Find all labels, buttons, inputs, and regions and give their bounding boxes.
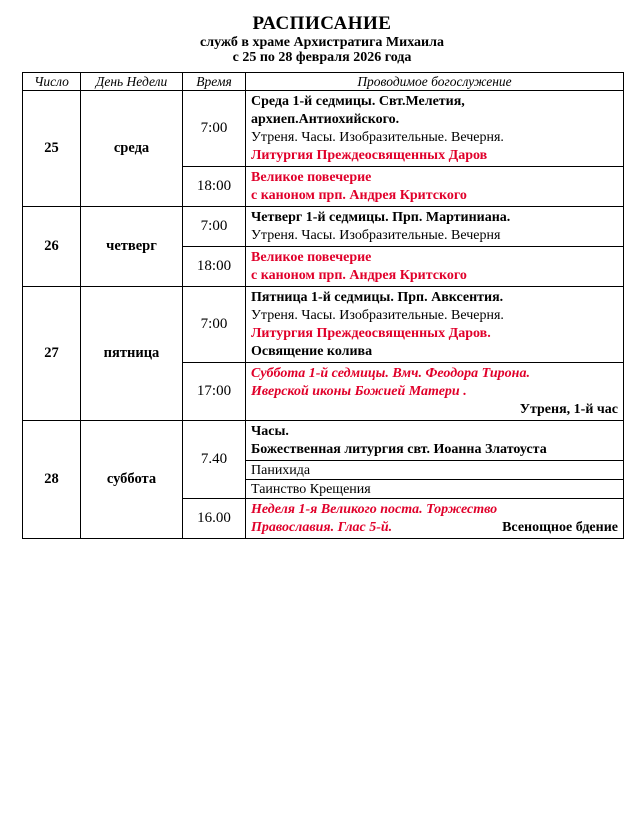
service-time: 18:00 (183, 247, 246, 287)
service-line: Иверской иконы Божией Матери . (251, 384, 467, 399)
day-number: 28 (23, 421, 81, 539)
day-number: 27 (23, 287, 81, 421)
service-line-split (251, 519, 620, 537)
service-line: Пятница 1-й седмицы. Прп. Авксентия. (251, 290, 504, 305)
service-cell: Таинство Крещения (246, 480, 624, 499)
service-line: Утреня. Часы. Изобразительные. Вечерня. (251, 130, 504, 145)
service-line: архиеп.Антиохийского. (251, 112, 400, 127)
service-cell (246, 499, 624, 539)
col-header-num: Число (23, 73, 81, 91)
weekday: суббота (81, 421, 183, 539)
service-cell (246, 91, 624, 167)
schedule-table (22, 72, 624, 539)
table-row (23, 287, 624, 363)
service-line: Часы. (251, 424, 289, 439)
service-line: Утреня, 1-й час (519, 402, 618, 417)
table-header-row (23, 73, 624, 91)
service-line: Православия. Глас 5-й. (251, 520, 393, 535)
col-header-time: Время (183, 73, 246, 91)
service-line: Среда 1-й седмицы. Свт.Мелетия, (251, 94, 465, 109)
day-number: 25 (23, 91, 81, 207)
col-header-day: День Недели (81, 73, 183, 91)
service-cell: Панихида (246, 461, 624, 480)
service-line: с каноном прп. Андрея Критского (251, 268, 467, 283)
service-cell (246, 287, 624, 363)
service-time: 17:00 (183, 363, 246, 421)
weekday: среда (81, 91, 183, 207)
date-range: с 25 по 28 февраля 2026 года (232, 50, 412, 65)
table-row (23, 207, 624, 247)
service-line: Великое повечерие (251, 250, 372, 265)
service-line: Четверг 1-й седмицы. Прп. Мартиниана. (251, 210, 511, 225)
service-time: 7:00 (183, 287, 246, 363)
service-line: Освящение колива (251, 344, 373, 359)
col-header-service: Проводимое богослужение (246, 73, 624, 91)
weekday: четверг (81, 207, 183, 287)
service-line: Утреня. Часы. Изобразительные. Вечерня. (251, 308, 504, 323)
page-subtitle: служб в храме Архистратига Михаила (200, 35, 444, 50)
service-cell (246, 247, 624, 287)
service-cell (246, 207, 624, 247)
service-time: 7:00 (183, 91, 246, 167)
service-time: 18:00 (183, 167, 246, 207)
service-time: 16.00 (183, 499, 246, 539)
service-line: Неделя 1-я Великого поста. Торжество (251, 502, 498, 517)
service-time: 7.40 (183, 421, 246, 499)
service-cell (246, 421, 624, 461)
service-line: Литургия Преждеосвященных Даров. (251, 326, 491, 341)
service-line: Литургия Преждеосвященных Даров (251, 148, 488, 163)
service-line: Божественная литургия свт. Иоанна Златоуста (251, 442, 547, 457)
service-line: Утреня. Часы. Изобразительные. Вечерня (251, 228, 501, 243)
service-line: с каноном прп. Андрея Критского (251, 188, 467, 203)
table-row (23, 91, 624, 167)
service-line: Суббота 1-й седмицы. Вмч. Феодора Тирона. (251, 366, 530, 381)
page-header (0, 13, 644, 65)
table-row (23, 421, 624, 461)
service-time: 7:00 (183, 207, 246, 247)
service-line: Великое повечерие (251, 170, 372, 185)
service-line: Всенощное бдение (502, 520, 618, 535)
day-number: 26 (23, 207, 81, 287)
weekday: пятница (81, 287, 183, 421)
service-cell (246, 363, 624, 421)
page-title: РАСПИСАНИЕ (252, 13, 392, 34)
service-cell (246, 167, 624, 207)
